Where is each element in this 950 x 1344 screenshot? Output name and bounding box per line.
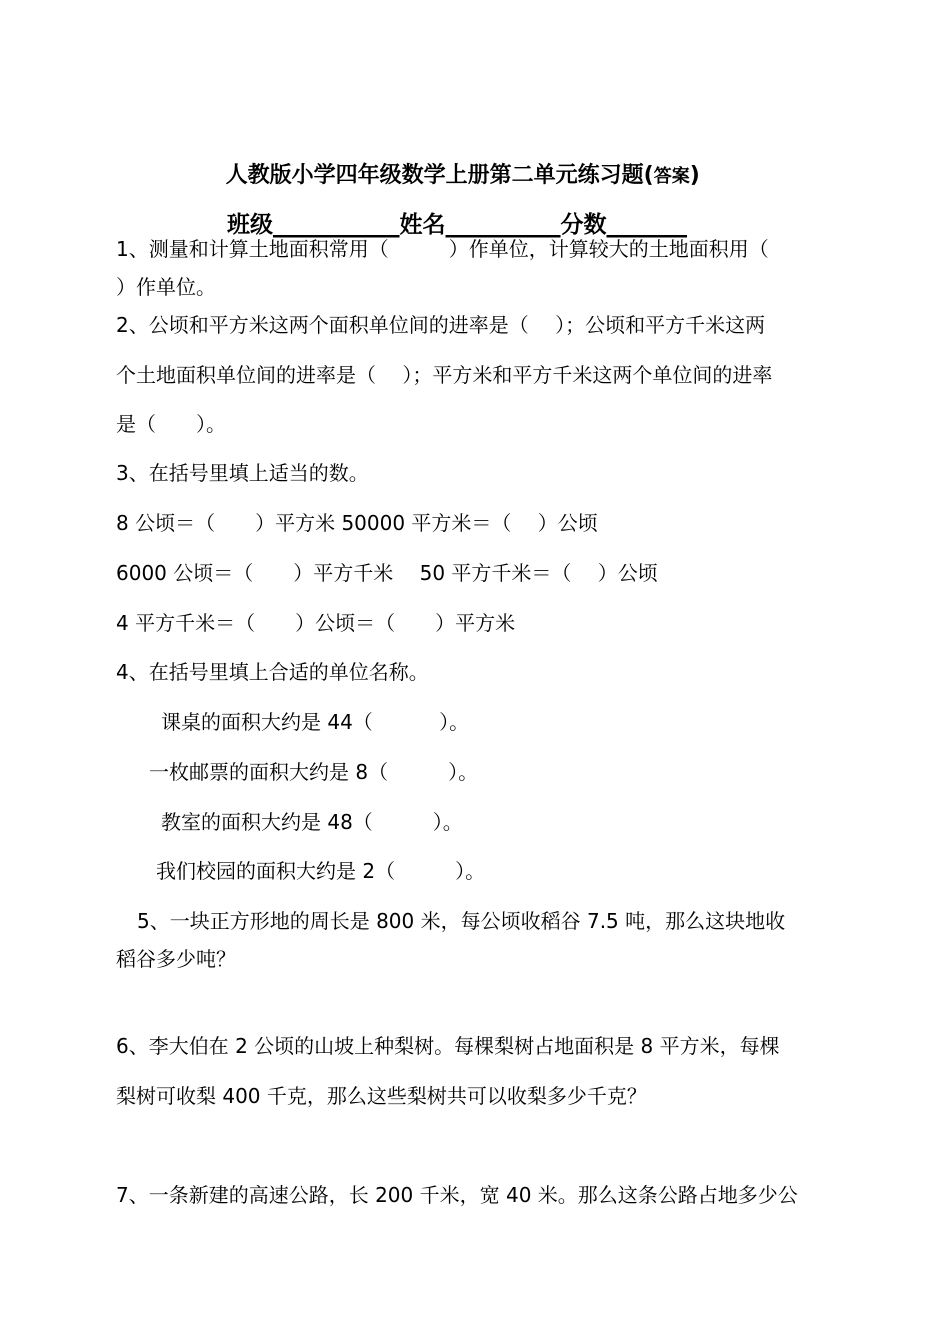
question-5-line-1: 5、一块正方形地的周长是 800 米，每公顷收稻谷 7.5 吨，那么这块地收 xyxy=(137,909,786,933)
score-blank: _______ xyxy=(606,212,688,238)
question-2-line-3: 是（ ）。 xyxy=(116,412,226,436)
title-main: 人教版小学四年级数学上册第二单元练习题( xyxy=(225,163,654,188)
class-label: 班级 xyxy=(227,212,274,238)
name-blank: __________ xyxy=(445,212,561,238)
question-3-heading: 3、在括号里填上适当的数。 xyxy=(116,461,369,485)
score-label: 分数 xyxy=(560,212,607,238)
question-6-line-1: 6、李大伯在 2 公顷的山坡上种梨树。每棵梨树占地面积是 8 平方米，每棵 xyxy=(116,1034,780,1058)
question-1-line-2: ）作单位。 xyxy=(116,275,216,299)
question-5-line-2: 稻谷多少吨？ xyxy=(116,947,236,971)
question-3-row-1: 8 公顷＝（ ）平方米 50000 平方米＝（ ）公顷 xyxy=(116,511,598,535)
question-4-item-4: 我们校园的面积大约是 2（ ）。 xyxy=(156,859,486,883)
question-1-line-1: 1、测量和计算土地面积常用（ ）作单位，计算较大的土地面积用（ xyxy=(116,237,769,261)
name-label: 姓名 xyxy=(399,212,446,238)
question-6-line-2: 梨树可收梨 400 千克，那么这些梨树共可以收梨多少千克？ xyxy=(116,1084,647,1108)
question-4-item-1: 课桌的面积大约是 44（ ）。 xyxy=(161,710,470,734)
question-7-line-1: 7、一条新建的高速公路，长 200 千米，宽 40 米。那么这条公路占地多少公 xyxy=(116,1183,798,1207)
title-close: ) xyxy=(689,163,700,188)
question-4-heading: 4、在括号里填上合适的单位名称。 xyxy=(116,660,429,684)
question-3-row-3: 4 平方千米＝（ ）公顷＝（ ）平方米 xyxy=(116,611,516,635)
question-2-line-1: 2、公顷和平方米这两个面积单位间的进率是（ ）；公顷和平方千米这两 xyxy=(116,313,766,337)
question-4-item-3: 教室的面积大约是 48（ ）。 xyxy=(161,810,463,834)
question-4-item-2: 一枚邮票的面积大约是 8（ ）。 xyxy=(149,760,479,784)
question-3-row-2: 6000 公顷＝（ ）平方千米 50 平方千米＝（ ）公顷 xyxy=(116,561,658,585)
question-2-line-2: 个土地面积单位间的进率是（ ）；平方米和平方千米这两个单位间的进率 xyxy=(116,363,773,387)
title-answer-note: 答案 xyxy=(653,166,690,187)
class-blank: ___________ xyxy=(273,212,400,238)
